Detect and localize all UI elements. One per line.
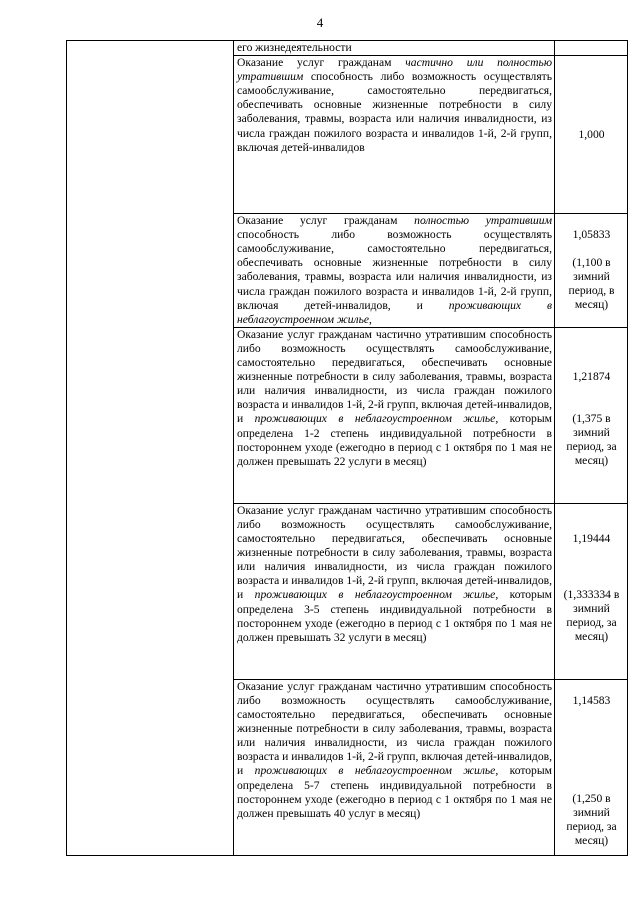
winter-coefficient-note: (1,333334 в зимний период, за месяц) [563,587,620,644]
coefficient-table [66,40,628,856]
emphasis-text: проживающих в неблагоустроенном жилье, [254,412,499,426]
coefficient-cell [555,503,628,679]
description-text: Оказание услуг гражданам частично утратившим способность либо возможность осуществлять самообслуживание, самостоятельно передвигаться, обеспечивать основные жизненные потребности в силу заболевания, травмы, возраста или наличия инвалидности, из числа граждан пожилого возраста и инвалидов 1-й, 2-й групп, включая детей-инвалидов, и [237,503,552,602]
coefficient-value: 1,000 [578,127,605,141]
description-text: Оказание услуг гражданам [237,214,415,228]
page-number: 4 [316,15,324,30]
description-text: которым определена 3-5 степень индивидуальной потребности в постороннем уходе (ежегодно в период с 1 октября по 1 мая не должен превышать 32 услуги в месяц) [237,588,552,644]
service-description [237,504,552,645]
coefficient-cell [555,679,628,855]
service-description-cell [234,56,555,214]
description-text: способность либо возможность осуществлять самообслуживание, самостоятельно передвигаться, обеспечивать основные жизненные потребности в силу заболевания, травмы, возраста или наличия инвалидности, из числа граждан пожилого возраста и инвалидов 1-й, 2-й групп, включая детей-инвалидов [237,70,552,154]
coefficient-cell [555,56,628,214]
coefficient-cell [555,41,628,56]
winter-coefficient-note: (1,100 в зимний период, в месяц) [568,256,615,312]
service-description-cell [234,41,555,56]
coefficient-value: 1,21874 [572,369,611,383]
coefficient-cell [555,214,628,328]
emphasis-text: полностью утратившим [414,214,552,228]
service-description-cell [234,214,555,328]
service-description [237,56,552,155]
emphasis-text: проживающих в неблагоустроенном жилье, [254,588,499,602]
coefficient-value: 1,05833 [572,228,611,242]
coefficient-value: 1,14583 [572,693,611,707]
description-text: , [369,312,372,326]
service-description-cell [234,327,555,503]
service-description-cell [234,679,555,855]
description-text: его жизнедеятельности [237,41,352,54]
service-description [237,41,552,55]
winter-coefficient-note: (1,375 в зимний период, за месяц) [566,411,617,468]
service-description [237,680,552,821]
table-row [67,41,628,56]
description-text: которым определена 5-7 степень индивидуальной потребности в постороннем уходе (ежегодно в период с 1 октября по 1 мая не должен превышать 40 услуг в месяц) [237,764,552,820]
emphasis-text: проживающих в неблагоустроенном жилье, [254,764,499,778]
left-merged-cell [67,41,234,856]
description-text: Оказание услуг гражданам [237,56,406,70]
service-description [237,328,552,469]
service-description-cell [234,503,555,679]
emphasis-text: проживающих в неблагоустроенном жилье [237,298,553,326]
description-text: способность либо возможность осуществлять самообслуживание, самостоятельно передвигаться, обеспечивать основные жизненные потребности в силу заболевания, травмы, возраста или наличия инвалидности, из числа граждан пожилого возраста и инвалидов 1-й, 2-й групп, включая детей-инвалидов, и [237,228,552,312]
coefficient-cell [555,327,628,503]
emphasis-text: частично или полностью утратившим [237,56,553,84]
service-description [237,214,552,327]
description-text: которым определена 1-2 степень индивидуальной потребности в постороннем уходе (ежегодно в период с 1 октября по 1 мая не должен превышать 22 услуги в месяц) [237,412,552,468]
coefficient-value: 1,19444 [572,531,611,545]
winter-coefficient-note: (1,250 в зимний период, за месяц) [566,791,617,848]
description-text: Оказание услуг гражданам частично утратившим способность либо возможность осуществлять самообслуживание, самостоятельно передвигаться, обеспечивать основные жизненные потребности в силу заболевания, травмы, возраста или наличия инвалидности, из числа граждан пожилого возраста и инвалидов 1-й, 2-й групп, включая детей-инвалидов, и [237,327,552,426]
description-text: Оказание услуг гражданам частично утратившим способность либо возможность осуществлять самообслуживание, самостоятельно передвигаться, обеспечивать основные жизненные потребности в силу заболевания, травмы, возраста или наличия инвалидности, из числа граждан пожилого возраста и инвалидов 1-й, 2-й групп, включая детей-инвалидов, и [237,679,552,778]
